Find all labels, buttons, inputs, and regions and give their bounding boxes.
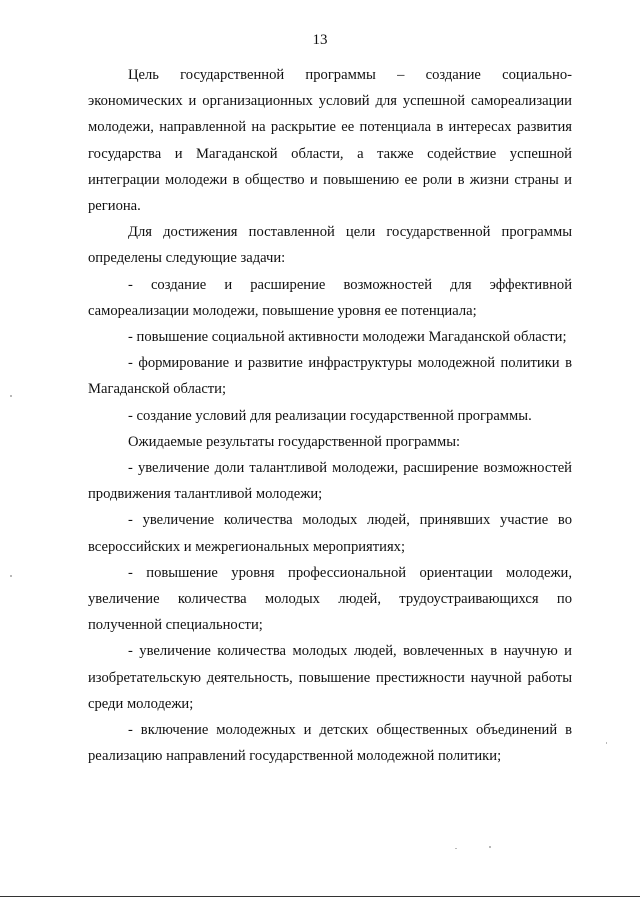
list-item-task: - создание и расширение возможностей для эффективной самореализации молодежи, повышение уровня ее потенциала; (88, 276, 572, 319)
page-number: 13 (312, 32, 328, 48)
scan-speck (10, 575, 12, 577)
scan-speck (489, 846, 491, 848)
paragraph-tasks-intro: Для достижения поставленной цели государственной программы определены следующие задачи: (88, 224, 572, 267)
page-bottom-edge (0, 896, 640, 897)
scan-speck (455, 848, 457, 849)
list-item-result: - увеличение количества молодых людей, вовлеченных в научную и изобретательскую деятельность, повышение престижности научной работы среди молодежи; (88, 643, 572, 712)
list-item-task: - повышение социальной активности молодежи Магаданской области; (128, 329, 567, 346)
list-item-result: - увеличение доли талантливой молодежи, расширение возможностей продвижения талантливой молодежи; (88, 460, 572, 503)
list-item-result: - повышение уровня профессиональной ориентации молодежи, увеличение количества молодых людей, трудоустраивающихся по полученной специальности; (88, 564, 572, 634)
scan-speck (606, 742, 607, 744)
list-item-task: - формирование и развитие инфраструктуры молодежной политики в Магаданской области; (88, 355, 572, 398)
list-item-result: - включение молодежных и детских общественных объединений в реализацию направлений государственной молодежной политики; (88, 722, 572, 765)
paragraph-goal: Цель государственной программы – создание социально-экономических и организационных условий для успешной самореализации молодежи, направленной на раскрытие ее потенциала в интересах развития государства и Магаданской области, а также содействие успешной интеграции молодежи в общество и повышению ее роли в жизни страны и региона. (88, 67, 572, 215)
scan-speck (10, 395, 12, 397)
list-item-result: - увеличение количества молодых людей, принявших участие во всероссийских и межрегиональных мероприятиях; (88, 512, 572, 555)
body-text (88, 62, 572, 769)
paragraph-results-intro: Ожидаемые результаты государственной программы: (128, 433, 461, 450)
list-item-task: - создание условий для реализации государственной программы. (128, 407, 532, 424)
